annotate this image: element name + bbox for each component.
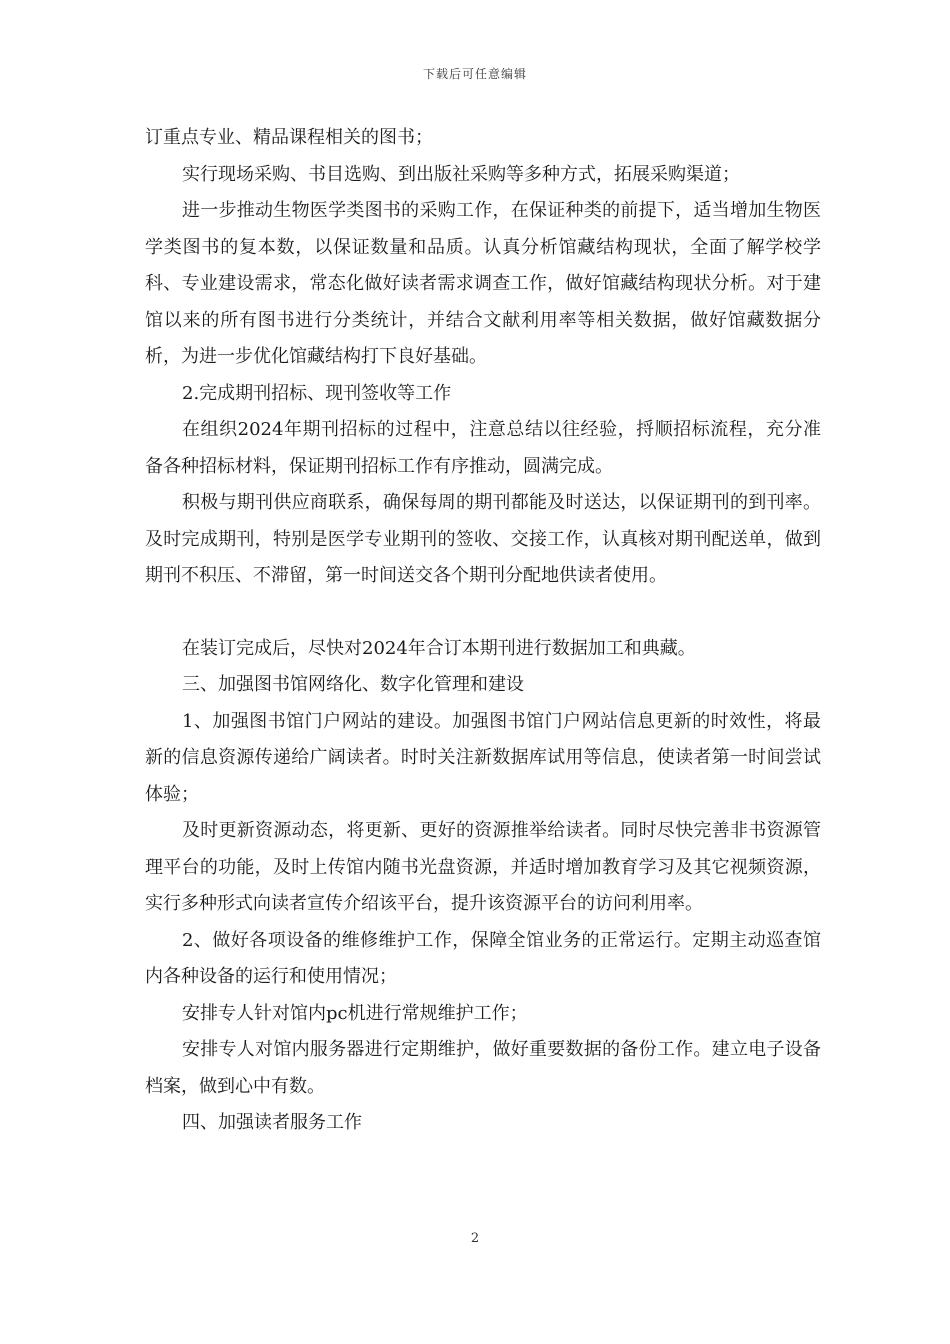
paragraph-11: 2、做好各项设备的维修维护工作，保障全馆业务的正常运行。定期主动巡查馆内各种设备的运行和使用情况； bbox=[145, 929, 821, 987]
page-number: 2 bbox=[470, 1231, 480, 1246]
paragraph-10: 及时更新资源动态，将更新、更好的资源推举给读者。同时尽快完善非书资源管理平台的功能，及时上传馆内随书光盘资源，并适时增加教育学习及其它视频资源，实行多种形式向读者宣传介绍该平台，提升该资源平台的访问利用率。 bbox=[145, 820, 821, 914]
section-heading-network: 三、加强图书馆网络化、数字化管理和建设 bbox=[182, 674, 524, 695]
paragraph-3: 进一步推动生物医学类图书的采购工作，在保证种类的前提下，适当增加生物医学类图书的复本数，以保证数量和品质。认真分析馆藏结构现状，全面了解学校学科、专业建设需求，常态化做好读者需求调查工作，做好馆藏结构现状分析。对于建馆以来的所有图书进行分类统计，并结合文献利用率等相关数据，做好馆藏数据分析，为进一步优化馆藏结构打下良好基础。 bbox=[145, 200, 821, 367]
paragraph-1: 订重点专业、精品课程相关的图书； bbox=[145, 127, 433, 148]
paragraph-9: 1、加强图书馆门户网站的建设。加强图书馆门户网站信息更新的时效性，将最新的信息资源传递给广阔读者。时时关注新数据库试用等信息，使读者第一时间尝试体验； bbox=[145, 710, 821, 805]
paragraph-7: 在装订完成后，尽快对2024年合订本期刊进行数据加工和典藏。 bbox=[182, 637, 696, 659]
paragraph-5: 在组织2024年期刊招标的过程中，注意总结以往经验，捋顺招标流程，充分准备各种招标材料，保证期刊招标工作有序推动，圆满完成。 bbox=[145, 419, 821, 477]
paragraph-gap bbox=[145, 595, 821, 631]
paragraph-13: 安排专人对馆内服务器进行定期维护，做好重要数据的备份工作。建立电子设备档案，做到心中有数。 bbox=[145, 1039, 821, 1097]
paragraph-2: 实行现场采购、书目选购、到出版社采购等多种方式，拓展采购渠道； bbox=[182, 163, 740, 185]
document-body bbox=[145, 120, 821, 1142]
section-heading-periodicals: 2.完成期刊招标、现刊签收等工作 bbox=[182, 382, 452, 404]
paragraph-6: 积极与期刊供应商联系，确保每周的期刊都能及时送达，以保证期刊的到刊率。及时完成期刊，特别是医学专业期刊的签收、交接工作，认真核对期刊配送单，做到期刊不积压、不滞留，第一时间送交各个期刊分配地供读者使用。 bbox=[145, 492, 821, 586]
page-header: 下载后可任意编辑 bbox=[422, 67, 527, 81]
paragraph-12: 安排专人针对馆内pc机进行常规维护工作； bbox=[182, 1002, 528, 1024]
section-heading-reader-service: 四、加强读者服务工作 bbox=[182, 1112, 362, 1133]
